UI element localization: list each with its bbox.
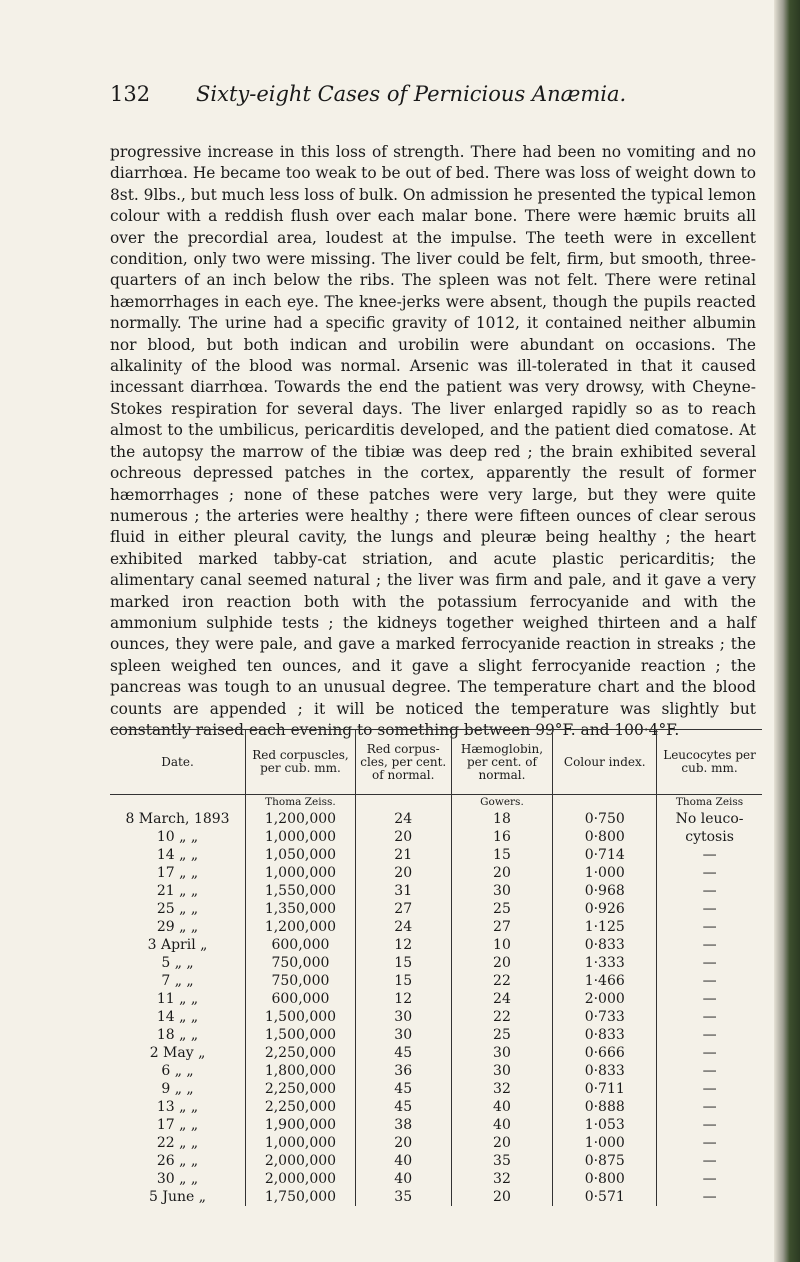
units-colour-index — [553, 795, 657, 811]
cell-red-corpuscles: 750,000 — [246, 954, 356, 972]
table-row — [110, 846, 762, 864]
cell-red-corpuscles: 1,800,000 — [246, 1062, 356, 1080]
cell-red-percent: 15 — [355, 972, 451, 990]
cell-leucocytes: — — [657, 1098, 762, 1116]
table-row — [110, 972, 762, 990]
cell-date: 5 June „ — [149, 1189, 207, 1205]
cell-colour-index: 0·711 — [553, 1080, 657, 1098]
cell-colour-index: 0·800 — [553, 1170, 657, 1188]
units-leucocytes: Thoma Zeiss — [657, 795, 762, 811]
table-row — [110, 1098, 762, 1116]
cell-red-corpuscles: 1,550,000 — [246, 882, 356, 900]
cell-haemoglobin: 30 — [451, 1044, 553, 1062]
cell-red-percent: 40 — [355, 1152, 451, 1170]
header-colour-index: Colour index. — [553, 730, 657, 795]
units-haemoglobin: Gowers. — [451, 795, 553, 811]
cell-red-percent: 35 — [355, 1188, 451, 1206]
running-title: Sixty-eight Cases of Pernicious Anæmia. — [196, 82, 627, 106]
cell-colour-index: 0·571 — [553, 1188, 657, 1206]
cell-date: 21 „ „ — [156, 883, 199, 899]
cell-date: 22 „ „ — [156, 1135, 199, 1151]
cell-red-corpuscles: 1,050,000 — [246, 846, 356, 864]
cell-red-percent: 45 — [355, 1080, 451, 1098]
cell-leucocytes: — — [657, 900, 762, 918]
header-red-corpuscles: Red corpuscles, per cub. mm. — [246, 730, 356, 795]
cell-haemoglobin: 35 — [451, 1152, 553, 1170]
cell-date: 7 „ „ — [161, 973, 194, 989]
cell-date: 25 „ „ — [156, 901, 199, 917]
cell-haemoglobin: 27 — [451, 918, 553, 936]
cell-date: 14 „ „ — [156, 1009, 199, 1025]
cell-red-corpuscles: 1,900,000 — [246, 1116, 356, 1134]
cell-colour-index: 1·000 — [553, 1134, 657, 1152]
case-paragraph: progressive increase in this loss of strength. There had been no vomiting and no diarrhœa. He became too weak to be out of bed. There was loss of weight down to 8st. 9lbs., but much less loss of bulk. On admission he presented the typical lemon colour with a reddish flush over each malar bone. There were hæmic bruits all over the precordial area, loudest at the impulse. The teeth were in excellent condition, only two were missing. The liver could be felt, firm, but smooth, three-quarters of an inch below the ribs. The spleen was not felt. There were retinal hæmorrhages in each eye. The knee-jerks were absent, though the pupils reacted normally. The urine had a specific gravity of 1012, it contained neither albumin nor blood, but both indican and urobilin were abundant on occasions. The alkalinity of the blood was normal. Arsenic was ill-tolerated in that it caused incessant diarrhœa. Towards the end the patient was very drowsy, with Cheyne-Stokes respiration for several days. The liver enlarged rapidly so as to reach almost to the umbilicus, pericarditis developed, and the patient died comatose. At the autopsy the marrow of the tibiæ was deep red ; the brain exhibited several ochreous depressed patches in the cortex, apparently the result of former hæmorrhages ; none of these patches were very large, but they were quite numerous ; the arteries were healthy ; there were fifteen ounces of clear serous fluid in either pleural cavity, the lungs and pleuræ being healthy ; the heart exhibited marked tabby-cat striation, and acute plastic pericarditis; the alimentary canal seemed natural ; the liver was firm and pale, and it gave a very marked iron reaction both with the potassium ferrocyanide and with the ammonium sulphide tests ; the kidneys together weighed thirteen and a half ounces, they were pale, and gave a marked ferrocyanide reaction in streaks ; the spleen weighed ten ounces, and it gave a slight ferrocyanide reaction ; the pancreas was tough to an unusual degree. The temperature chart and the blood counts are appended ; it will be noticed the temperature was slightly but constantly raised each evening to something between 99°F. and 100·4°F. — [110, 143, 756, 739]
table-row — [110, 1152, 762, 1170]
cell-leucocytes: — — [657, 954, 762, 972]
cell-leucocytes: — — [657, 846, 762, 864]
table-row — [110, 918, 762, 936]
cell-date: 26 „ „ — [156, 1153, 199, 1169]
table-row — [110, 1188, 762, 1206]
cell-colour-index: 1·466 — [553, 972, 657, 990]
cell-red-percent: 21 — [355, 846, 451, 864]
cell-red-percent: 31 — [355, 882, 451, 900]
table-row — [110, 990, 762, 1008]
cell-leucocytes: — — [657, 864, 762, 882]
cell-red-corpuscles: 600,000 — [246, 990, 356, 1008]
table-row — [110, 954, 762, 972]
cell-leucocytes: — — [657, 1116, 762, 1134]
page-header — [110, 82, 730, 112]
cell-colour-index: 2·000 — [553, 990, 657, 1008]
cell-date: 6 „ „ — [161, 1063, 194, 1079]
table-row — [110, 864, 762, 882]
cell-colour-index: 1·053 — [553, 1116, 657, 1134]
cell-red-percent: 20 — [355, 828, 451, 846]
units-row — [110, 795, 762, 811]
cell-leucocytes: — — [657, 1008, 762, 1026]
units-red-percent — [355, 795, 451, 811]
cell-red-percent: 36 — [355, 1062, 451, 1080]
header-red-percent: Red corpus-cles, per cent. of normal. — [355, 730, 451, 795]
cell-leucocytes: — — [657, 1062, 762, 1080]
cell-colour-index: 0·833 — [553, 1026, 657, 1044]
cell-colour-index: 0·750 — [553, 810, 657, 828]
cell-red-corpuscles: 750,000 — [246, 972, 356, 990]
units-red-corpuscles: Thoma Zeiss. — [246, 795, 356, 811]
cell-haemoglobin: 25 — [451, 1026, 553, 1044]
cell-haemoglobin: 20 — [451, 954, 553, 972]
table-row — [110, 1134, 762, 1152]
book-binding-edge — [774, 0, 800, 1262]
cell-colour-index: 0·968 — [553, 882, 657, 900]
cell-colour-index: 0·800 — [553, 828, 657, 846]
cell-date: 8 March, 1893 — [125, 811, 230, 827]
cell-red-percent: 24 — [355, 918, 451, 936]
cell-haemoglobin: 20 — [451, 1134, 553, 1152]
cell-haemoglobin: 16 — [451, 828, 553, 846]
cell-haemoglobin: 22 — [451, 1008, 553, 1026]
cell-red-percent: 38 — [355, 1116, 451, 1134]
cell-red-percent: 45 — [355, 1044, 451, 1062]
cell-red-corpuscles: 2,250,000 — [246, 1080, 356, 1098]
cell-date: 17 „ „ — [156, 865, 199, 881]
cell-date: 11 „ „ — [156, 991, 199, 1007]
cell-red-corpuscles: 1,500,000 — [246, 1008, 356, 1026]
cell-colour-index: 0·833 — [553, 1062, 657, 1080]
cell-leucocytes: — — [657, 1026, 762, 1044]
cell-date: 2 May „ — [149, 1045, 206, 1061]
cell-red-percent: 24 — [355, 810, 451, 828]
cell-leucocytes: — — [657, 1188, 762, 1206]
cell-colour-index: 1·125 — [553, 918, 657, 936]
cell-red-percent: 27 — [355, 900, 451, 918]
cell-date: 17 „ „ — [156, 1117, 199, 1133]
table-row — [110, 1008, 762, 1026]
table-row — [110, 1026, 762, 1044]
table-row — [110, 810, 762, 828]
cell-leucocytes: No leuco- — [657, 810, 762, 828]
cell-haemoglobin: 30 — [451, 1062, 553, 1080]
cell-leucocytes: — — [657, 1152, 762, 1170]
header-haemoglobin: Hæmoglobin, per cent. of normal. — [451, 730, 553, 795]
cell-red-percent: 12 — [355, 936, 451, 954]
cell-haemoglobin: 10 — [451, 936, 553, 954]
cell-red-percent: 30 — [355, 1026, 451, 1044]
cell-red-percent: 40 — [355, 1170, 451, 1188]
header-leucocytes: Leucocytes per cub. mm. — [657, 730, 762, 795]
cell-date: 18 „ „ — [156, 1027, 199, 1043]
cell-red-percent: 15 — [355, 954, 451, 972]
table-row — [110, 900, 762, 918]
cell-leucocytes: — — [657, 918, 762, 936]
cell-haemoglobin: 22 — [451, 972, 553, 990]
cell-red-corpuscles: 2,000,000 — [246, 1170, 356, 1188]
table-row — [110, 882, 762, 900]
cell-red-corpuscles: 2,000,000 — [246, 1152, 356, 1170]
cell-red-corpuscles: 1,200,000 — [246, 918, 356, 936]
cell-date: 3 April „ — [147, 937, 208, 953]
cell-colour-index: 0·733 — [553, 1008, 657, 1026]
cell-haemoglobin: 25 — [451, 900, 553, 918]
cell-red-corpuscles: 1,350,000 — [246, 900, 356, 918]
table-row — [110, 1044, 762, 1062]
table-row — [110, 1116, 762, 1134]
cell-leucocytes: cytosis — [657, 828, 762, 846]
cell-date: 13 „ „ — [156, 1099, 199, 1115]
cell-colour-index: 0·875 — [553, 1152, 657, 1170]
cell-red-percent: 30 — [355, 1008, 451, 1026]
cell-colour-index: 0·888 — [553, 1098, 657, 1116]
cell-colour-index: 0·833 — [553, 936, 657, 954]
cell-red-corpuscles: 1,000,000 — [246, 1134, 356, 1152]
cell-date: 14 „ „ — [156, 847, 199, 863]
cell-colour-index: 0·714 — [553, 846, 657, 864]
cell-date: 30 „ „ — [156, 1171, 199, 1187]
cell-leucocytes: — — [657, 972, 762, 990]
cell-leucocytes: — — [657, 882, 762, 900]
cell-leucocytes: — — [657, 1044, 762, 1062]
cell-date: 9 „ „ — [161, 1081, 194, 1097]
cell-colour-index: 0·926 — [553, 900, 657, 918]
cell-red-percent: 20 — [355, 1134, 451, 1152]
cell-leucocytes: — — [657, 1080, 762, 1098]
cell-red-corpuscles: 2,250,000 — [246, 1098, 356, 1116]
cell-haemoglobin: 20 — [451, 1188, 553, 1206]
table-row — [110, 1080, 762, 1098]
cell-haemoglobin: 30 — [451, 882, 553, 900]
cell-haemoglobin: 40 — [451, 1098, 553, 1116]
page-number: 132 — [110, 82, 151, 106]
blood-count-table — [110, 729, 762, 1206]
cell-red-corpuscles: 1,200,000 — [246, 810, 356, 828]
cell-colour-index: 1·000 — [553, 864, 657, 882]
cell-leucocytes: — — [657, 990, 762, 1008]
cell-haemoglobin: 15 — [451, 846, 553, 864]
cell-red-corpuscles: 600,000 — [246, 936, 356, 954]
cell-red-corpuscles: 1,750,000 — [246, 1188, 356, 1206]
table-row — [110, 828, 762, 846]
cell-leucocytes: — — [657, 936, 762, 954]
cell-leucocytes: — — [657, 1170, 762, 1188]
cell-red-percent: 12 — [355, 990, 451, 1008]
table-row — [110, 936, 762, 954]
cell-date: 5 „ „ — [161, 955, 194, 971]
cell-red-percent: 20 — [355, 864, 451, 882]
header-date: Date. — [110, 730, 246, 795]
cell-haemoglobin: 40 — [451, 1116, 553, 1134]
cell-leucocytes: — — [657, 1134, 762, 1152]
units-date — [110, 795, 246, 811]
cell-red-corpuscles: 1,000,000 — [246, 864, 356, 882]
cell-date: 29 „ „ — [156, 919, 199, 935]
cell-haemoglobin: 24 — [451, 990, 553, 1008]
cell-red-percent: 45 — [355, 1098, 451, 1116]
cell-colour-index: 1·333 — [553, 954, 657, 972]
table-header-row — [110, 730, 762, 795]
table-body — [110, 795, 762, 1207]
cell-haemoglobin: 32 — [451, 1170, 553, 1188]
table-row — [110, 1170, 762, 1188]
case-description — [110, 142, 756, 741]
cell-date: 10 „ „ — [156, 829, 199, 845]
table-row — [110, 1062, 762, 1080]
cell-colour-index: 0·666 — [553, 1044, 657, 1062]
cell-red-corpuscles: 1,500,000 — [246, 1026, 356, 1044]
cell-haemoglobin: 20 — [451, 864, 553, 882]
cell-red-corpuscles: 2,250,000 — [246, 1044, 356, 1062]
cell-haemoglobin: 18 — [451, 810, 553, 828]
cell-haemoglobin: 32 — [451, 1080, 553, 1098]
cell-red-corpuscles: 1,000,000 — [246, 828, 356, 846]
